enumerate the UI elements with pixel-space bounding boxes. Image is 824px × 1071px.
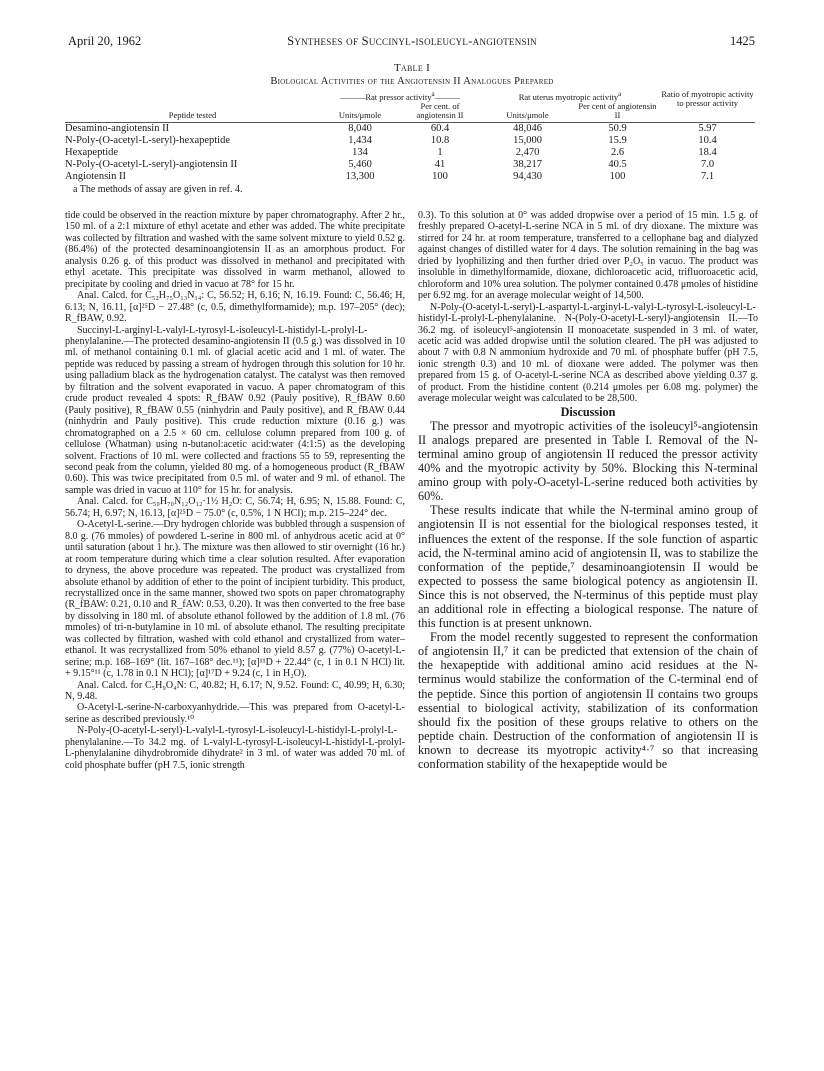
cell-peptide: Hexapeptide xyxy=(65,146,119,158)
discussion-heading: Discussion xyxy=(560,404,616,419)
cell-percent2: 2.6 xyxy=(610,146,625,158)
right-column xyxy=(418,210,758,771)
cell-percent1: 60.4 xyxy=(430,122,450,134)
left-column xyxy=(65,210,405,771)
cell-percent1: 10.8 xyxy=(430,134,450,146)
table-caption: Biological Activities of the Angiotensin II Analogues Prepared xyxy=(270,76,554,87)
cell-percent2: 15.9 xyxy=(608,134,627,146)
ratio-header: Ratio of myotropic activity to pressor activity xyxy=(661,89,754,108)
paragraph: From the model recently suggested to represent the conformation of angiotensin II,⁷ it can be predicted that extension of the chain of the hexapeptide with additional amino acid residues at the N-terminus would stabilize the conformation of the C-terminal end of the peptide. Since this portion of angiotensin II contains two groups essential to biological activity, stabilization of its conformation should fix the position of these groups relative to others on the peptide chain. Destruction of the conformation of angiotensin II is known to decrease its myotropic activity⁴·⁷ so that increasing conformation stability of the hexapeptide would be xyxy=(418,630,758,772)
cell-units1: 13,300 xyxy=(345,170,375,182)
cell-ratio: 7.0 xyxy=(700,158,715,170)
group-uterus-header: Rat uterus myotropic activity$^a$ xyxy=(518,90,622,102)
cell-percent1: 100 xyxy=(432,170,448,182)
col-peptide-header: Peptide tested xyxy=(168,109,217,120)
col-percent1-header: Per cent. of angiotensin II xyxy=(416,100,464,120)
table-column-header-row xyxy=(65,102,755,123)
paragraph: Anal. Calcd. for C₅₀H₇₀N₁₂O₁₂·1½ H₂O: C, 56.74; H, 6.95; N, 15.88. Found: C, 56.74; H, 6.97; N, 16.13, [α]²⁵D − 75.0° (c, 0.5%, 1 N HCl); m.p. 215–224° dec. xyxy=(65,496,405,519)
table-footnote: a The methods of assay are given in ref. 4. xyxy=(73,183,243,195)
paragraph: N-Poly-(O-acetyl-L-seryl)-L-valyl-L-tyrosyl-L-isoleucyl-L-histidyl-L-prolyl-L-phenylalanine.—To 34.2 mg. of L-valyl-L-tyrosyl-L-isoleucyl-L-histidyl-L-prolyl-L-phenylalanine dihydrobromide dihydrate² in 3 ml. of water was added 70 ml. of cold phosphate buffer (pH 7.5, ionic strength xyxy=(65,725,405,771)
paragraph: The pressor and myotropic activities of the isoleucyl⁵-angiotensin II analogs prepared are presented in Table I. Removal of the N-terminal amino group of angiotensin II reduced the pressor activity 40% and the myotropic activity by 50%. Blocking this N-terminal amino group with poly-O-acetyl-L-serine reduced both activities by 60%. xyxy=(418,418,758,504)
paragraph: O-Acetyl-L-serine-N-carboxyanhydride.—This was prepared from O-acetyl-L-serine as described previously.¹⁰ xyxy=(65,702,405,725)
cell-ratio: 7.1 xyxy=(700,170,715,182)
cell-units2: 15,000 xyxy=(513,134,542,146)
activity-table xyxy=(65,90,755,196)
cell-units1: 1,434 xyxy=(348,134,372,146)
group-pressor-header: ———Rat pressor activity$^a$——— xyxy=(339,90,461,102)
table-footnote-row xyxy=(65,183,755,196)
cell-percent1: 1 xyxy=(437,146,443,158)
cell-units1: 8,040 xyxy=(348,122,372,134)
table-row xyxy=(65,122,755,135)
paragraph: These results indicate that while the N-terminal amino group of angiotensin II is not essential for the biological responses tested, it influences the extent of the response. If the sole function of aspartic acid, the N-terminal amino acid of angiotensin II, was to stabilize the conformation of the peptide,⁷ desaminoangiotensin II would be expected to possess the same biological potency as angiotensin II. Since this is not observed, the N-terminus of this peptide must play an additional role in effecting a biological response. The nature of this function is at present unknown. xyxy=(418,503,758,631)
cell-units2: 48,046 xyxy=(513,122,542,134)
cell-peptide: Desamino-angiotensin II xyxy=(65,122,170,134)
paragraph: Succinyl-L-arginyl-L-valyl-L-tyrosyl-L-isoleucyl-L-histidyl-L-prolyl-L-phenylalanine.—The protected desamino-angiotensin II (0.5 g.) was dissolved in 10 ml. of methanol containing 0.1 ml. of glacial acetic acid and 1 ml. of water. The peptide was reduced by passing a stream of hydrogen through this solution for 10 hr. using palladium black as the hydrogenation catalyst. The catalyst was then removed by filtration and the solvent evaporated in vacuo. A paper chromatogram of this crude product revealed 4 spots: R_fBAW 0.92 (Pauly positive), R_fBAW 0.60 (Pauly positive), R_fBAW 0.55 (ninhydrin and Pauly positive), and R_fBAW 0.44 (ninhydrin and Pauly positive). This crude reduction mixture (0.16 g.) was chromatographed on a 2.5 × 60 cm. cellulose column prepared from 100 g. of cellulose (Whatman) using n-butanol:acetic acid:water (4:1:5) as the developing solvent. Fractions of 10 ml. were collected and fractions 55 to 59, representing the second peak from the column, yielded 80 mg. of a homogeneous product (R_fBAW 0.60). This was twice precipitated from 0.5 ml. of water and 9 ml. of ethanol. The sample was dried in vacuo at 110° for 15 hr. for analysis. xyxy=(65,324,405,496)
cell-ratio: 18.4 xyxy=(698,146,717,158)
cell-percent2: 40.5 xyxy=(608,158,627,170)
paragraph: 0.3). To this solution at 0° was added dropwise over a period of 15 min. 1.5 g. of freshly prepared O-acetyl-L-serine NCA in 5 ml. of dry dioxane. The mixture was stirred for 24 hr. at room temperature, transferred to a cellophane bag and dialyzed against changes of distilled water for 4 days. The solution remaining in the bag was dried by lyophilizing and then further dried over P₂O₅ in vacuo. The product was insoluble in dimethylformamide, dioxane, dichloroacetic acid, trifluoroacetic acid, chloroform and 10% urea solution. The polymer contained 0.478 μmoles of histidine per 6.92 mg. for an average molecular weight of 14,500. xyxy=(418,210,758,302)
cell-units2: 38,217 xyxy=(513,158,542,170)
cell-percent1: 41 xyxy=(434,158,446,170)
cell-percent2: 100 xyxy=(609,170,626,182)
col-units1-header: Units/μmole xyxy=(338,109,382,120)
table-row xyxy=(65,171,755,183)
paragraph: Anal. Calcd. for C₅₂H₇₅O₁₃N₁₄: C, 56.52; H, 6.16; N, 16.19. Found: C, 56.46; H, 6.13; N, 16.11, [α]²⁵D − 27.48° (c, 0.5, dimethylformamide); m.p. 197–205° (dec); R_fBAW, 0.92. xyxy=(65,290,405,325)
paragraph: N-Poly-(O-acetyl-L-seryl)-L-aspartyl-L-arginyl-L-valyl-L-tyrosyl-L-isoleucyl-L-histidyl-L-prolyl-L-phenylalanine. N-(Poly-O-acetyl-L-seryl)-angiotensin II.—To 36.2 mg. of isoleucyl⁵-angiotensin II monoacetate suspended in 3 ml. of water, acetic acid was added dropwise until the solution cleared. The pH was adjusted to about 7 with 0.8 N ammonium hydroxide and 70 ml. of phosphate buffer (pH 7.5, ionic strength 0.3) and 10 ml. of dioxane were added. The polymer was then prepared from 15 g. of O-acetyl-L-serine NCA as described above yielding 0.37 g. of product. From the histidine content (0.214 μmoles per 6.08 mg. polymer) the average molecular weight was calculated to be 28,500. xyxy=(418,301,758,405)
table-row xyxy=(65,135,755,147)
cell-peptide: N-Poly-(O-acetyl-L-seryl)-hexapeptide xyxy=(65,134,231,146)
header-date: April 20, 1962 xyxy=(68,34,142,48)
paragraph: tide could be observed in the reaction mixture by paper chromatography. After 2 hr., 150 ml. of a 2:1 mixture of ethyl acetate and ether was added. The white precipitate was collected by filtration and washed with the same solvent mixture to yield 0.52 g. (86.4%) of the protected desaminoangiotensin II as an amorphous product. For analysis 0.26 g. of this product was dissolved in methanol and precipitated with ethyl acetate. This precipitate was dissolved in warm methanol, allowed to precipitate by cooling and dried in vacuo at 78° for 15 hr. xyxy=(65,210,405,290)
cell-units2: 94,430 xyxy=(513,170,542,182)
cell-ratio: 5.97 xyxy=(698,122,717,134)
paragraph: Anal. Calcd. for C₅H₉O₄N: C, 40.82; H, 6.17; N, 9.52. Found: C, 40.99; H, 6.30; N, 9.48. xyxy=(65,679,405,703)
paragraph: O-Acetyl-L-serine.—Dry hydrogen chloride was bubbled through a suspension of 8.0 g. (76 mmoles) of powdered L-serine in 800 ml. of anhydrous acetic acid at 0° until saturation (about 1 hr.). The mixture was then allowed to stir overnight (16 hr.) at room temperature during which time a clear solution resulted. After evaporation to dryness, the above procedure was repeated. The product was crystallized from absolute ethanol by addition of ether to the point of incipient turbidity. This product, recrystallized once in the same manner, showed two spots on paper chromatography (R_fBAW: 0.21, 0.10 and R_fAW: 0.53, 0.20). It was then converted to the free base by dissolving in 180 ml. of absolute ethanol followed by the addition of 1.8 ml. (76 mmoles) of tri-n-butylamine in 10 ml. of absolute ethanol. The resulting precipitate was collected by filtration, washed with cold ethanol and crystallized from water–ethanol. It was recrystallized from 50% ethanol to yield 8.57 g. (77%) O-acetyl-L-serine; m.p. 168–169° (lit. 167–168° dec.¹¹); [α]¹¹D + 22.44° (c, 1 in 0.1 N HCl) lit. + 9.15°¹¹ (c, 1.78 in 0.1 N HCl); [α]¹⁷D + 9.24 (c, 1 in H₂O). xyxy=(65,519,405,680)
cell-ratio: 10.4 xyxy=(698,134,717,146)
cell-units2: 2,470 xyxy=(515,146,540,158)
cell-peptide: N-Poly-(O-acetyl-L-seryl)-angiotensin II xyxy=(65,158,238,170)
table-label: Table I xyxy=(393,62,431,74)
table-row xyxy=(65,159,755,171)
page-number: 1425 xyxy=(730,34,755,48)
table-row xyxy=(65,147,755,159)
cell-units1: 134 xyxy=(352,146,368,158)
running-title: Syntheses of Succinyl-isoleucyl-angiotensin xyxy=(287,34,537,48)
col-percent2-header: Per cent of angiotensin II xyxy=(578,100,657,120)
cell-peptide: Angiotensin II xyxy=(65,170,126,182)
cell-units1: 5,460 xyxy=(348,158,372,170)
cell-percent2: 50.9 xyxy=(608,122,627,134)
col-units2-header: Units/μmole xyxy=(506,109,549,120)
